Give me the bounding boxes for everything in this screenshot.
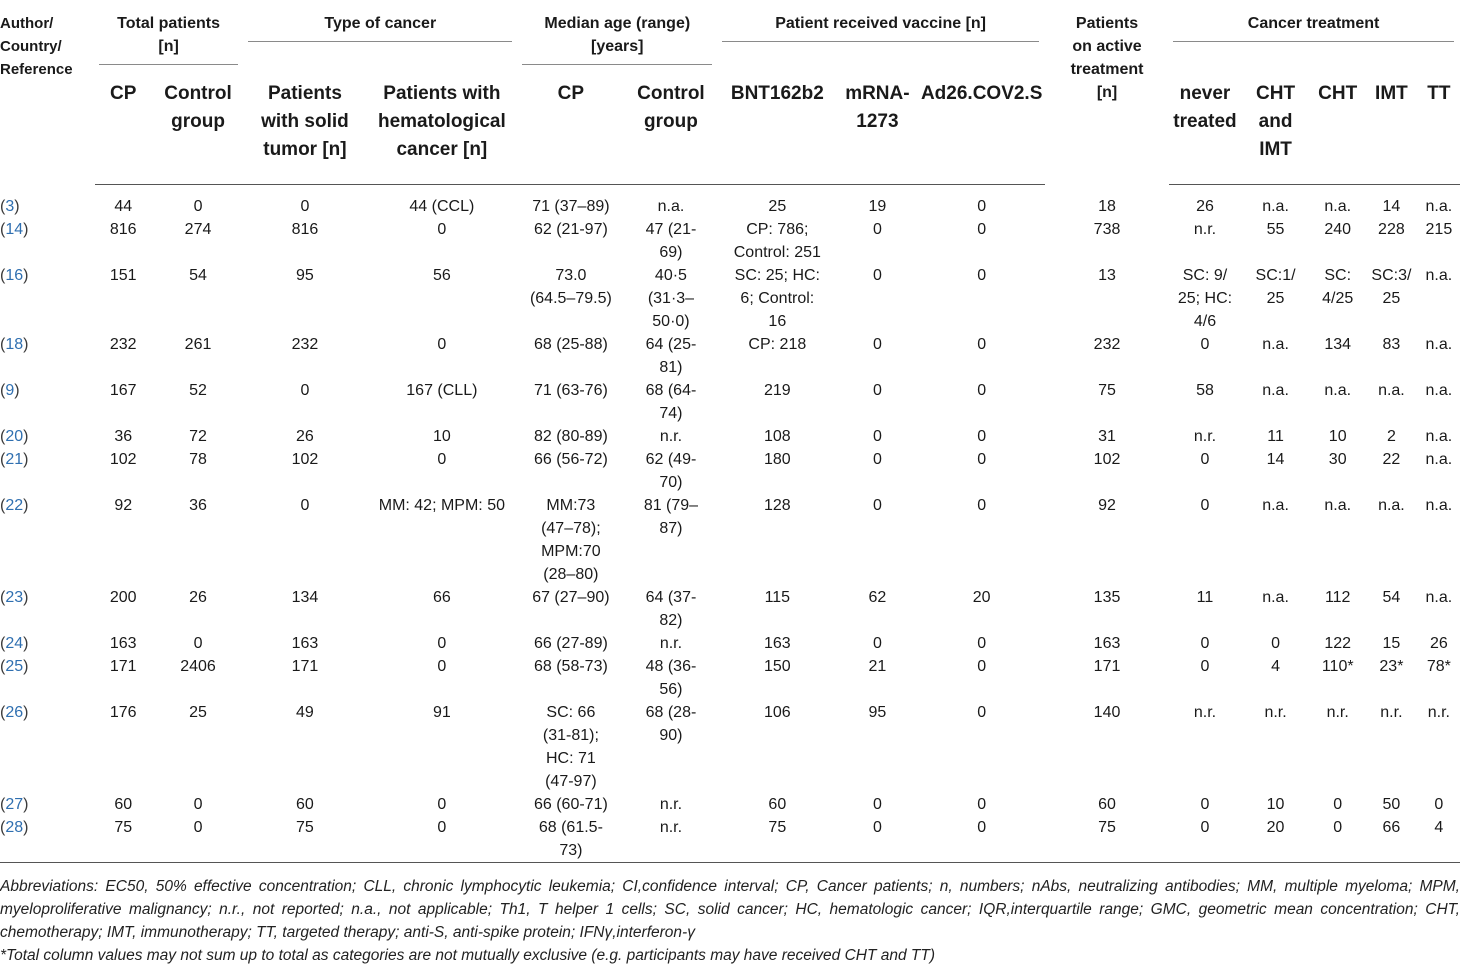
cell-ctrl: 274 — [184, 221, 212, 238]
cell-ad26: 0 — [977, 451, 987, 468]
cell-hemato: 56 — [432, 267, 451, 284]
cell-solid: 60 — [296, 796, 314, 813]
cell-age-cp: 67 (27–90) — [532, 589, 610, 606]
cell-hemato: 0 — [437, 796, 447, 813]
table-row — [0, 494, 1460, 586]
cell-cht-imt: n.a. — [1262, 382, 1289, 399]
cell-imt: 54 — [1382, 589, 1401, 606]
cell-ad26: 0 — [977, 497, 987, 514]
bnt-header: BNT162b2 — [718, 72, 836, 185]
cell-ad26: 0 — [977, 382, 987, 399]
cell-bnt: SC: 25; HC: 6; Control: 16 — [734, 267, 820, 330]
cell-solid: 0 — [300, 382, 310, 399]
cell-cp: 200 — [109, 589, 137, 606]
cell-never: 11 — [1196, 589, 1214, 606]
total-column-note: *Total column values may not sum up to total as categories are not mutually exclusive (e.g. participants may have received CHT and TT) — [0, 947, 936, 964]
reference-link[interactable]: 3 — [5, 197, 15, 215]
cell-imt: 14 — [1382, 198, 1401, 215]
cell-imt: 83 — [1382, 336, 1401, 353]
reference-cell: (21) — [0, 451, 29, 468]
cell-ad26: 0 — [977, 198, 987, 215]
cell-never: 0 — [1200, 336, 1210, 353]
cell-mrna: 0 — [872, 382, 882, 399]
cell-mrna: 0 — [872, 336, 882, 353]
reference-cell: (16) — [0, 267, 29, 284]
reference-cell: (26) — [0, 704, 29, 721]
cell-ctrl: 54 — [189, 267, 207, 284]
cell-ad26: 0 — [977, 796, 987, 813]
cell-age-cp: SC: 66 (31-81); HC: 71 (47-97) — [542, 704, 599, 790]
cell-mrna: 0 — [872, 221, 882, 238]
cell-tt: 78* — [1426, 658, 1451, 675]
cell-solid: 75 — [296, 819, 314, 836]
cell-cht: 112 — [1324, 589, 1351, 606]
cell-never: SC: 9/ 25; HC: 4/6 — [1177, 267, 1233, 330]
cell-age-ctrl: 68 (28- 90) — [645, 704, 697, 744]
cell-cht: n.r. — [1326, 704, 1349, 721]
cell-age-cp: 71 (37–89) — [532, 198, 610, 215]
cell-imt: 15 — [1382, 635, 1401, 652]
cell-hemato: 44 (CCL) — [409, 198, 475, 215]
cell-never: 0 — [1200, 658, 1210, 675]
reference-link[interactable]: 20 — [5, 428, 24, 445]
cell-tt: n.r. — [1427, 704, 1450, 721]
cell-bnt: 75 — [768, 819, 787, 836]
cell-active: 738 — [1093, 221, 1121, 238]
reference-link[interactable]: 9 — [5, 382, 15, 399]
cell-imt: 2 — [1386, 428, 1396, 445]
cell-active: 135 — [1093, 589, 1121, 606]
cell-ctrl: 25 — [189, 704, 207, 721]
cell-cp: 44 — [114, 198, 133, 215]
cell-never: n.r. — [1193, 428, 1217, 445]
imt-header: IMT — [1365, 72, 1418, 185]
reference-cell: (22) — [0, 497, 29, 514]
cell-tt: n.a. — [1425, 198, 1453, 215]
cell-ctrl: 0 — [193, 198, 203, 215]
cell-cht: n.a. — [1324, 382, 1352, 399]
age-cp-header: CP — [518, 72, 623, 185]
cell-cp: 232 — [109, 336, 137, 353]
cell-cht-imt: 55 — [1266, 221, 1285, 238]
cell-age-ctrl: 48 (36- 56) — [645, 658, 697, 698]
cell-tt: 4 — [1434, 819, 1444, 836]
cell-solid: 134 — [291, 589, 319, 606]
table-row — [0, 264, 1460, 333]
cell-solid: 102 — [291, 451, 319, 468]
reference-cell: (24) — [0, 635, 29, 652]
cell-cht-imt: n.a. — [1262, 497, 1289, 514]
cell-active: 140 — [1093, 704, 1121, 721]
cell-cht-imt: n.a. — [1262, 198, 1289, 215]
cell-solid: 0 — [300, 497, 310, 514]
cell-imt: n.r. — [1380, 704, 1403, 721]
control-group-header: Control group — [152, 72, 245, 185]
cell-cp: 163 — [109, 635, 137, 652]
cell-tt: n.a. — [1425, 497, 1453, 514]
cell-cht-imt: 10 — [1266, 796, 1285, 813]
cell-tt: n.a. — [1425, 451, 1453, 468]
reference-cell: (3) — [0, 197, 20, 215]
type-of-cancer-header: Type of cancer — [244, 0, 518, 72]
table-row — [0, 655, 1460, 701]
cell-never: 0 — [1200, 796, 1210, 813]
table-footnotes — [0, 862, 1460, 967]
cell-imt: n.a. — [1378, 382, 1405, 399]
cell-tt: 0 — [1434, 796, 1444, 813]
cell-mrna: 21 — [868, 658, 887, 675]
cell-cht-imt: 11 — [1267, 428, 1284, 445]
table-row — [0, 218, 1460, 264]
cell-ad26: 0 — [977, 635, 987, 652]
cell-ctrl: 0 — [193, 635, 203, 652]
vaccine-header: Patient received vaccine [n] — [718, 0, 1045, 72]
cell-cht: 0 — [1333, 819, 1343, 836]
reference-cell: (18) — [0, 336, 29, 353]
cell-bnt: 115 — [764, 589, 791, 606]
cell-bnt: 60 — [768, 796, 787, 813]
cell-mrna: 0 — [872, 796, 882, 813]
cht-header: CHT — [1310, 72, 1365, 185]
cell-age-cp: 66 (56-72) — [533, 451, 608, 468]
cell-hemato: MM: 42; MPM: 50 — [378, 497, 505, 514]
table-body — [0, 185, 1460, 869]
table-row — [0, 333, 1460, 379]
cell-never: 26 — [1196, 198, 1214, 215]
reference-cell: (23) — [0, 589, 29, 606]
cell-cp: 92 — [114, 497, 133, 514]
cell-age-cp: MM:73 (47–78); MPM:70 (28–80) — [541, 497, 601, 583]
total-patients-header: Total patients [n] — [95, 0, 245, 72]
cell-cht: 0 — [1333, 796, 1343, 813]
ad26-header: Ad26.COV2.S — [918, 72, 1044, 185]
cell-hemato: 167 (CLL) — [406, 382, 478, 399]
reference-link[interactable]: 24 — [5, 635, 24, 652]
cell-tt: 26 — [1429, 635, 1448, 652]
cell-solid: 0 — [300, 198, 310, 215]
cell-imt: SC:3/ 25 — [1371, 267, 1412, 307]
cell-age-ctrl: 64 (25- 81) — [645, 336, 697, 376]
cell-solid: 816 — [291, 221, 319, 238]
cell-ad26: 0 — [977, 704, 987, 721]
reference-link[interactable]: 22 — [5, 497, 24, 514]
cell-active: 31 — [1098, 428, 1116, 445]
cell-ad26: 0 — [977, 658, 987, 675]
cell-mrna: 95 — [868, 704, 887, 721]
cell-age-ctrl: 68 (64- 74) — [645, 382, 697, 422]
cell-bnt: 219 — [763, 382, 791, 399]
reference-link[interactable]: 27 — [5, 796, 24, 813]
reference-cell: (28) — [0, 819, 29, 836]
cell-cht-imt: 14 — [1266, 451, 1285, 468]
table-row — [0, 425, 1460, 448]
table-row — [0, 379, 1460, 425]
cell-tt: n.a. — [1425, 267, 1453, 284]
cell-solid: 95 — [296, 267, 314, 284]
reference-link[interactable]: 16 — [5, 267, 24, 284]
cell-ad26: 0 — [977, 221, 987, 238]
cell-ctrl: 52 — [189, 382, 207, 399]
cell-ctrl: 0 — [193, 819, 203, 836]
cell-tt: n.a. — [1425, 336, 1453, 353]
cell-age-cp: 82 (80-89) — [533, 428, 608, 445]
cell-age-cp: 66 (27-89) — [533, 635, 608, 652]
cell-tt: n.a. — [1425, 428, 1453, 445]
cell-active: 13 — [1098, 267, 1116, 284]
abbreviations-note: Abbreviations: EC50, 50% effective concentration; CLL, chronic lymphocytic leukemia; CI,confidence interval; CP, Cancer patients; n, numbers; nAbs, neutralizing antibodies; MM, multiple myeloma; MPM, myeloproliferative malignancy; n.r., not reported; n.a., not applicable; Th1, T helper 1 cells; SC, solid cancer; HC, hematologic cancer; IQR,interquartile range; GMC, geometric mean concentration; CHT, chemotherapy; IMT, immunotherapy; TT, targeted therapy; anti-S, anti-spike protein; IFNγ,interferon-γ — [0, 878, 1460, 941]
cell-active: 92 — [1098, 497, 1116, 514]
cell-mrna: 19 — [868, 198, 887, 215]
tt-header: TT — [1418, 72, 1460, 185]
cell-tt: 215 — [1425, 221, 1453, 238]
median-age-header: Median age (range) [years] — [518, 0, 718, 72]
cell-cp: 60 — [114, 796, 133, 813]
cell-ctrl: 78 — [189, 451, 207, 468]
cell-cp: 167 — [109, 382, 137, 399]
cell-age-ctrl: 47 (21- 69) — [645, 221, 697, 261]
cell-never: 58 — [1196, 382, 1214, 399]
cht-imt-header: CHT and IMT — [1241, 72, 1311, 185]
cell-mrna: 0 — [872, 267, 882, 284]
cell-cp: 75 — [114, 819, 133, 836]
cell-tt: n.a. — [1425, 589, 1453, 606]
cell-cp: 102 — [109, 451, 137, 468]
header-row-groups — [0, 0, 1460, 72]
cell-ctrl: 36 — [189, 497, 207, 514]
cell-never: 0 — [1200, 451, 1210, 468]
reference-link[interactable]: 14 — [5, 221, 24, 238]
cell-bnt: 106 — [763, 704, 791, 721]
cell-bnt: 128 — [763, 497, 791, 514]
cell-cht-imt: n.a. — [1262, 336, 1289, 353]
cell-never: n.r. — [1193, 704, 1217, 721]
cell-hemato: 0 — [437, 819, 447, 836]
table-row — [0, 632, 1460, 655]
cell-imt: 228 — [1378, 221, 1405, 238]
cell-bnt: CP: 218 — [748, 336, 807, 353]
cell-solid: 49 — [296, 704, 314, 721]
cell-cht-imt: SC:1/ 25 — [1255, 267, 1296, 307]
cell-age-cp: 68 (58-73) — [533, 658, 608, 675]
cell-hemato: 0 — [437, 635, 447, 652]
cell-never: 0 — [1200, 819, 1210, 836]
cell-solid: 26 — [296, 428, 314, 445]
cell-ad26: 0 — [977, 267, 987, 284]
reference-link[interactable]: 26 — [5, 704, 24, 721]
cell-cht: n.a. — [1324, 198, 1352, 215]
cell-age-ctrl: 62 (49- 70) — [645, 451, 697, 491]
cell-age-ctrl: n.r. — [659, 635, 683, 652]
cell-tt: n.a. — [1425, 382, 1453, 399]
cell-cp: 171 — [109, 658, 137, 675]
cell-age-cp: 71 (63-76) — [533, 382, 608, 399]
cell-mrna: 0 — [872, 497, 882, 514]
cell-cp: 151 — [109, 267, 137, 284]
cell-age-ctrl: 81 (79– 87) — [643, 497, 699, 537]
reference-link[interactable]: 18 — [5, 336, 24, 353]
cell-cht: 10 — [1328, 428, 1347, 445]
reference-cell: (9) — [0, 382, 20, 399]
cell-cht: 30 — [1328, 451, 1347, 468]
cell-active: 18 — [1098, 197, 1116, 215]
author-header: Author/ Country/ Reference — [0, 15, 73, 78]
cell-cht-imt: 0 — [1271, 635, 1280, 652]
cell-age-ctrl: n.a. — [657, 198, 685, 215]
cell-imt: 50 — [1382, 796, 1401, 813]
cell-age-cp: 66 (60-71) — [533, 796, 608, 813]
reference-link[interactable]: 25 — [5, 658, 24, 675]
cell-solid: 163 — [291, 635, 319, 652]
cell-cp: 176 — [109, 704, 137, 721]
cell-active: 163 — [1093, 635, 1121, 652]
cell-active: 232 — [1093, 336, 1121, 353]
cell-age-ctrl: 40·5 (31·3– 50·0) — [647, 267, 695, 330]
table-row — [0, 185, 1460, 219]
cell-bnt: 150 — [763, 658, 791, 675]
cell-age-cp: 73.0 (64.5–79.5) — [529, 267, 612, 307]
cell-age-ctrl: n.r. — [659, 428, 683, 445]
age-control-header: Control group — [624, 72, 719, 185]
cell-age-cp: 68 (61.5- 73) — [538, 819, 603, 859]
header-row-sub — [0, 72, 1460, 185]
cell-imt: 66 — [1382, 819, 1401, 836]
cell-hemato: 91 — [432, 704, 451, 721]
cell-imt: 23* — [1379, 658, 1404, 675]
cell-bnt: CP: 786; Control: 251 — [733, 221, 821, 261]
hematological-header: Patients with hematological cancer [n] — [366, 72, 519, 185]
cell-cht: 122 — [1324, 635, 1352, 652]
cell-cht: n.a. — [1324, 497, 1352, 514]
cell-cht: SC: 4/25 — [1322, 267, 1354, 307]
reference-cell: (27) — [0, 796, 29, 813]
cell-bnt: 163 — [763, 635, 791, 652]
cell-never: n.r. — [1193, 221, 1217, 238]
cell-solid: 232 — [291, 336, 319, 353]
cell-active: 102 — [1093, 451, 1121, 468]
cell-hemato: 0 — [437, 221, 447, 238]
cell-never: 0 — [1200, 497, 1210, 514]
cell-cht: 110* — [1321, 658, 1354, 675]
cell-ctrl: 0 — [193, 796, 203, 813]
reference-link[interactable]: 28 — [5, 819, 24, 836]
cell-age-cp: 62 (21-97) — [533, 221, 608, 238]
cell-ad26: 0 — [977, 819, 987, 836]
cell-cht-imt: n.r. — [1264, 704, 1287, 721]
cell-mrna: 0 — [872, 428, 882, 445]
cp-header: CP — [95, 72, 152, 185]
cell-mrna: 0 — [872, 451, 882, 468]
table-row — [0, 816, 1460, 868]
cell-cht: 240 — [1324, 221, 1352, 238]
cell-ctrl: 72 — [189, 428, 207, 445]
cell-ad26: 0 — [977, 336, 987, 353]
cell-hemato: 0 — [437, 658, 447, 675]
cell-age-ctrl: n.r. — [659, 819, 683, 836]
table-row — [0, 701, 1460, 793]
cell-age-cp: 68 (25-88) — [533, 336, 608, 353]
cell-active: 171 — [1093, 658, 1121, 675]
cell-cp: 36 — [114, 428, 133, 445]
cell-ad26: 0 — [977, 428, 987, 445]
table-row — [0, 793, 1460, 816]
reference-cell: (25) — [0, 658, 29, 675]
cell-hemato: 0 — [437, 336, 447, 353]
cell-mrna: 0 — [872, 819, 882, 836]
reference-cell: (14) — [0, 221, 29, 238]
cell-ctrl: 26 — [189, 589, 207, 606]
reference-cell: (20) — [0, 428, 29, 445]
cell-cht-imt: 4 — [1271, 658, 1280, 675]
reference-link[interactable]: 23 — [5, 589, 24, 606]
cell-imt: n.a. — [1378, 497, 1405, 514]
cell-never: 0 — [1200, 635, 1210, 652]
cell-ctrl: 2406 — [180, 658, 216, 675]
active-treatment-header: Patients on active treatment [n] — [1070, 15, 1144, 101]
cell-mrna: 0 — [872, 635, 882, 652]
solid-tumor-header: Patients with solid tumor [n] — [244, 72, 365, 185]
cell-age-ctrl: 64 (37- 82) — [645, 589, 697, 629]
mrna-header: mRNA- 1273 — [836, 72, 918, 185]
cell-ctrl: 261 — [184, 336, 212, 353]
cell-active: 75 — [1098, 819, 1116, 836]
cell-bnt: 180 — [763, 451, 791, 468]
cell-hemato: 10 — [432, 428, 451, 445]
cell-cp: 816 — [109, 221, 137, 238]
cell-hemato: 0 — [437, 451, 447, 468]
cell-solid: 171 — [291, 658, 319, 675]
cell-hemato: 66 — [432, 589, 451, 606]
never-treated-header: never treated — [1169, 72, 1241, 185]
cell-cht-imt: n.a. — [1262, 589, 1289, 606]
cell-active: 60 — [1098, 796, 1116, 813]
cell-cht-imt: 20 — [1266, 819, 1285, 836]
cell-bnt: 25 — [768, 198, 787, 215]
cell-ad26: 20 — [972, 589, 991, 606]
table-row — [0, 448, 1460, 494]
cell-age-ctrl: n.r. — [659, 796, 683, 813]
cell-active: 75 — [1098, 382, 1116, 399]
table-row — [0, 586, 1460, 632]
cell-bnt: 108 — [763, 428, 791, 445]
cell-cht: 134 — [1324, 336, 1352, 353]
cell-imt: 22 — [1382, 451, 1401, 468]
cancer-treatment-header: Cancer treatment — [1169, 0, 1460, 72]
cell-mrna: 62 — [868, 589, 887, 606]
reference-link[interactable]: 21 — [5, 451, 24, 468]
